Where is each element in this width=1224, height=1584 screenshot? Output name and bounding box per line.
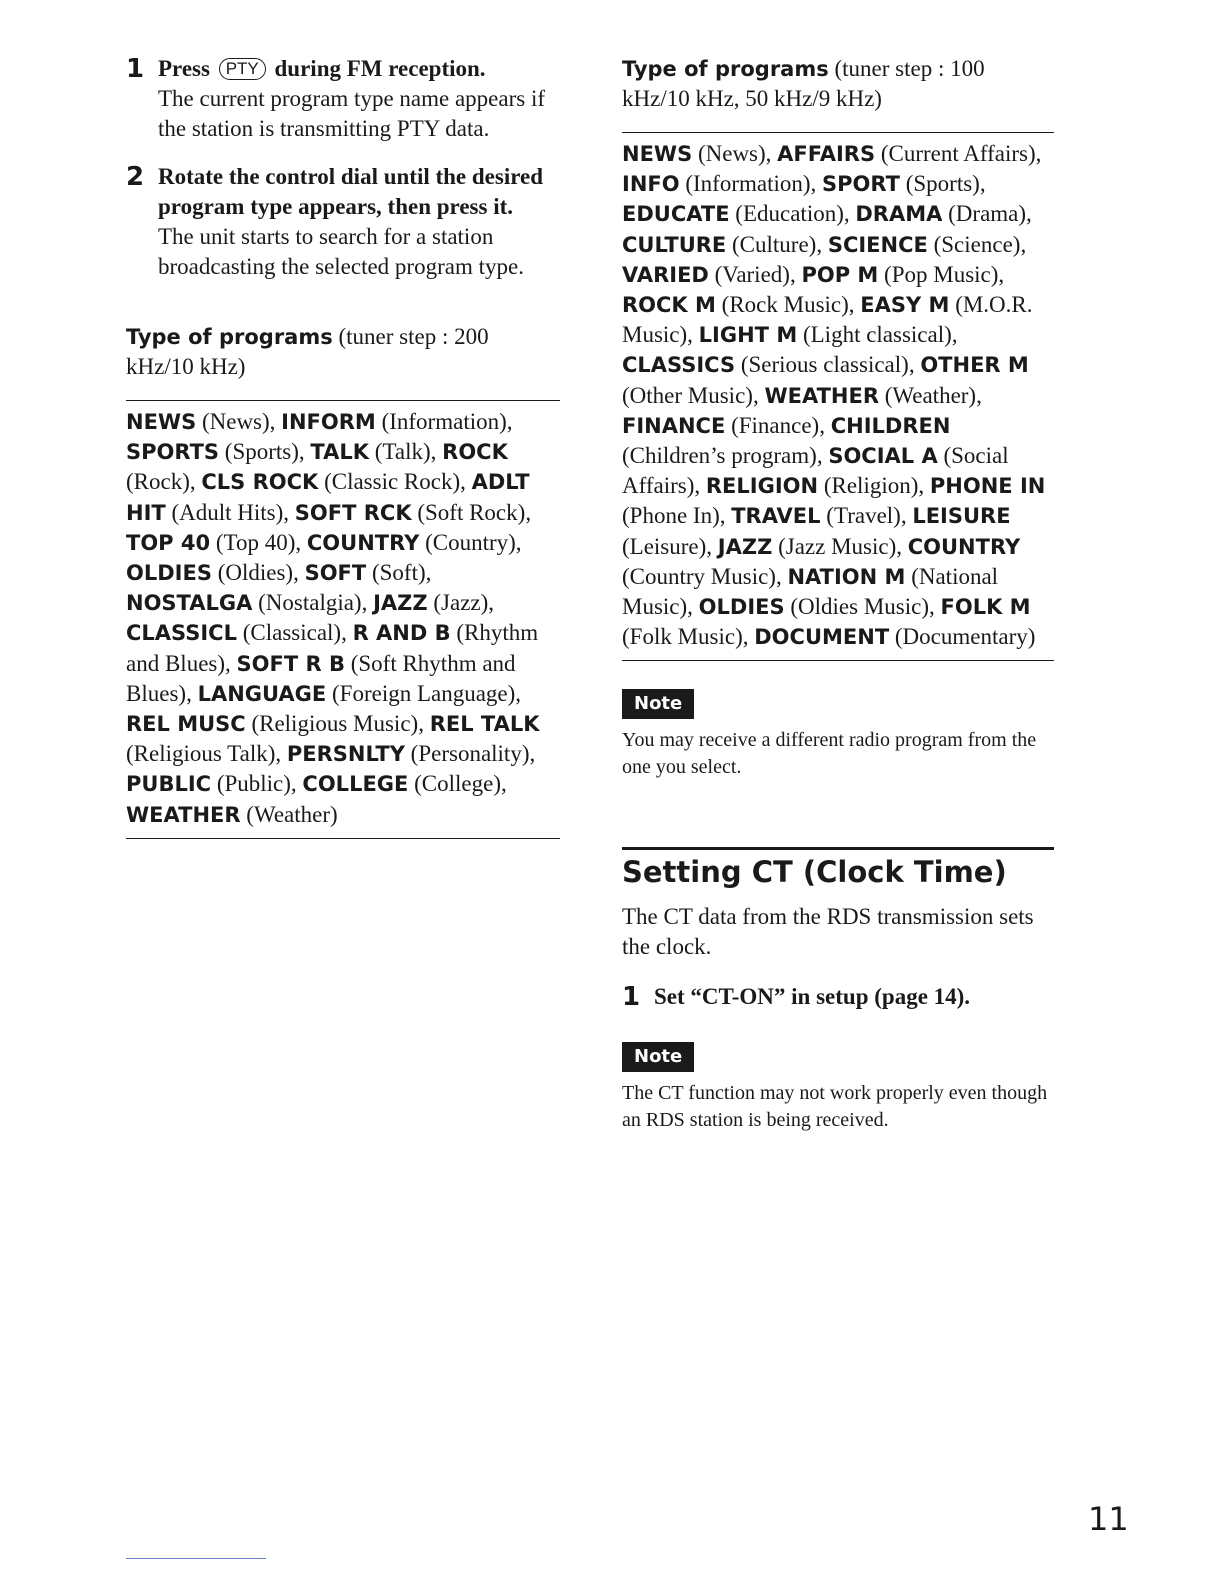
program-type-item <box>295 500 526 525</box>
program-type-code: PHONE IN <box>929 474 1046 499</box>
program-type-description: (Public) <box>216 771 291 797</box>
note-text: You may receive a different radio program from the one you select. <box>622 729 1037 779</box>
step-title: Rotate the control dial until the desired program type appears, then press it. <box>158 164 544 219</box>
program-type-item <box>281 409 507 434</box>
program-type-item <box>305 560 426 585</box>
program-type-code: NOSTALGA <box>126 591 253 616</box>
note-1 <box>622 689 1054 781</box>
program-type-item <box>126 439 299 464</box>
heading-normal: (tuner step : 200 kHz/10 kHz) <box>126 324 489 379</box>
program-type-description: (Classical) <box>242 620 342 646</box>
program-type-item <box>622 201 844 226</box>
program-types-heading-200khz <box>126 322 560 382</box>
program-type-item <box>622 141 766 166</box>
program-type-description: (National Music) <box>622 563 999 620</box>
program-type-code: NEWS <box>622 142 693 166</box>
program-type-code: INFORM <box>281 410 376 434</box>
heading-bold: Type of programs <box>126 325 333 349</box>
program-type-description: (Rock) <box>126 469 190 495</box>
program-type-item <box>201 469 460 494</box>
program-type-description: (Weather) <box>884 382 977 408</box>
program-type-description: (Culture) <box>732 231 817 257</box>
step-number: 1 <box>126 54 145 84</box>
program-type-description: (Travel) <box>826 503 901 529</box>
program-type-code: LIGHT M <box>698 323 798 348</box>
program-type-description: (Leisure) <box>622 533 707 559</box>
program-type-code: SPORTS <box>126 440 220 465</box>
program-type-code: CLASSICS <box>622 353 736 378</box>
step-2-rotate-dial <box>126 162 560 282</box>
step-1-press-pty <box>126 54 560 144</box>
program-type-item <box>126 560 293 585</box>
program-type-code: SCIENCE <box>827 232 928 257</box>
program-type-code: PERSNLTY <box>286 742 405 767</box>
program-type-code: SPORT <box>822 172 900 197</box>
step-title-before: Press <box>158 56 210 81</box>
program-type-item <box>307 530 516 555</box>
program-type-code: REL TALK <box>429 712 540 737</box>
program-type-code: TALK <box>310 440 370 465</box>
section-title: Setting CT (Clock Time) <box>622 855 1007 890</box>
step-title: Set “CT-ON” in setup (page 14). <box>654 984 971 1010</box>
program-type-item <box>622 413 819 438</box>
program-type-description: (Religion) <box>823 473 919 499</box>
program-type-item <box>731 503 901 528</box>
program-type-code: TOP 40 <box>126 530 211 555</box>
page-number: 11 <box>1088 1500 1129 1538</box>
program-type-code: SOFT RCK <box>294 500 412 525</box>
program-type-description: (Rhythm and Blues) <box>126 620 539 676</box>
program-type-item <box>126 620 341 645</box>
program-type-description: (Light classical) <box>802 322 952 348</box>
program-type-item <box>822 171 980 196</box>
program-type-item <box>801 262 998 287</box>
note-2 <box>622 1042 1054 1134</box>
program-type-item <box>126 530 295 555</box>
program-type-description: (Talk) <box>374 439 431 465</box>
program-type-item <box>828 232 1021 257</box>
program-type-description: (Sports) <box>905 171 980 197</box>
program-type-code: LEISURE <box>912 504 1011 529</box>
program-type-description: (Finance) <box>731 412 820 438</box>
program-type-description: (Oldies Music) <box>790 594 929 620</box>
program-type-code: FINANCE <box>622 413 726 438</box>
program-type-code: JAZZ <box>717 534 773 559</box>
program-type-description: (News) <box>697 141 766 166</box>
program-type-description: (Phone In) <box>622 503 720 529</box>
program-type-description: (Children’s program) <box>622 443 817 469</box>
program-type-description: (Social Affairs) <box>622 443 1009 499</box>
program-type-code: OLDIES <box>698 595 785 620</box>
step-title-after: during FM reception. <box>274 56 486 81</box>
program-type-description: (Top 40) <box>215 529 296 555</box>
program-type-description: (Documentary) <box>894 624 1036 650</box>
program-type-description: (Current Affairs) <box>880 141 1036 166</box>
program-type-description: (Classic Rock) <box>324 469 461 495</box>
program-type-code: R AND B <box>352 621 451 646</box>
program-type-description: (Foreign Language) <box>332 680 516 706</box>
program-type-list-100khz: NEWS (News), AFFAIRS (Current Affairs), INFO (Information), SPORT (Sports), EDUCATE (Education), DRAMA (Drama), CULTURE (Culture), SCIENCE (Science), VARIED (Varied), POP M (Pop Music), ROCK M (Rock Music), EASY M (M.O.R. Music), LIGHT M (Light classical), CLASSICS (Serious classical), OTHER M (Other Music), WEATHER (Weather), FINANCE (Finance), CHILDREN (Children’s program), SOCIAL A (Social Affairs), RELIGION (Religion), PHONE IN (Phone In), TRAVEL (Travel), LEISURE (Leisure), JAZZ (Jazz Music), COUNTRY (Country Music), NATION M (National Music), OLDIES (Oldies Music), FOLK M (Folk Music), DOCUMENT (Documentary) <box>622 132 1054 661</box>
program-type-code: JAZZ <box>373 591 428 616</box>
program-type-item <box>287 741 530 766</box>
program-type-code: ROCK M <box>622 293 716 318</box>
program-type-item <box>699 322 952 347</box>
program-type-code: COUNTRY <box>907 534 1021 559</box>
program-type-description: (Soft Rhythm and Blues) <box>126 650 516 706</box>
program-type-description: (Education) <box>735 201 844 227</box>
program-type-code: POP M <box>801 262 879 287</box>
program-type-description: (Oldies) <box>217 560 294 586</box>
program-type-description: (Pop Music) <box>884 261 999 287</box>
program-type-description: (Nostalgia) <box>258 590 362 616</box>
program-type-item <box>126 711 418 736</box>
program-type-description: (Adult Hits) <box>171 499 284 525</box>
program-type-description: (Drama) <box>948 201 1027 227</box>
program-type-description: (Information) <box>381 409 507 434</box>
program-type-description: (News) <box>201 409 270 434</box>
pty-button-icon: PTY <box>219 58 266 80</box>
program-type-description: (Other Music) <box>622 382 753 408</box>
program-type-code: CHILDREN <box>830 413 951 438</box>
program-type-code: COLLEGE <box>302 772 409 797</box>
program-type-description: (Information) <box>685 171 811 197</box>
program-type-item <box>622 262 790 287</box>
program-type-code: WEATHER <box>764 383 879 408</box>
heading-bold: Type of programs <box>622 57 829 81</box>
program-type-code: NEWS <box>126 410 197 434</box>
program-type-code: EDUCATE <box>622 202 730 227</box>
program-type-description: (Personality) <box>410 741 530 767</box>
program-type-description: (Religious Music) <box>251 711 419 737</box>
program-type-item <box>622 352 909 377</box>
program-type-item <box>302 771 501 796</box>
step-body: The current program type name appears if the station is transmitting PTY data. <box>158 86 545 141</box>
program-type-description: (Religious Talk) <box>126 741 276 767</box>
program-type-item <box>373 590 488 615</box>
program-type-item <box>777 141 1035 166</box>
program-type-item <box>126 590 362 615</box>
program-type-item <box>622 171 811 196</box>
program-type-description: (Sports) <box>224 439 299 465</box>
program-type-item <box>622 232 816 257</box>
program-type-code: PUBLIC <box>126 772 212 797</box>
section-body: The CT data from the RDS transmission sets the clock. <box>622 904 1034 960</box>
footer-rule <box>126 1558 266 1559</box>
program-type-item <box>126 802 338 827</box>
note-badge: Note <box>622 1042 694 1072</box>
program-type-item <box>754 624 1035 649</box>
program-type-code: SOFT <box>304 561 367 586</box>
program-type-description: (Soft Rock) <box>417 499 526 525</box>
program-type-code: LANGUAGE <box>197 681 327 706</box>
program-type-code: EASY M <box>860 293 950 318</box>
program-type-code: OLDIES <box>126 561 212 586</box>
step-title <box>158 54 560 84</box>
program-type-description: (Jazz Music) <box>778 533 897 559</box>
program-type-code: TRAVEL <box>731 504 821 529</box>
program-type-description: (Serious classical) <box>740 352 909 378</box>
program-type-description: (College) <box>414 771 501 797</box>
program-type-code: INFO <box>622 172 680 197</box>
program-type-code: WEATHER <box>126 802 241 827</box>
program-type-code: AFFAIRS <box>777 142 876 166</box>
program-type-item <box>699 594 929 619</box>
program-type-item <box>310 439 430 464</box>
program-type-description: (Rock Music) <box>721 292 849 318</box>
program-type-code: ROCK <box>442 440 508 465</box>
program-type-code: SOFT R B <box>236 651 345 676</box>
program-type-code: CLASSICL <box>126 621 237 646</box>
program-type-code: ADLT HIT <box>126 470 530 525</box>
program-type-item <box>622 292 849 317</box>
program-type-description: (Country) <box>425 529 516 555</box>
ct-step-1 <box>622 982 1054 1012</box>
program-type-code: OTHER M <box>920 353 1029 378</box>
program-type-item <box>198 681 516 706</box>
program-type-code: NATION M <box>787 564 906 589</box>
program-type-item <box>126 771 291 796</box>
program-type-description: (Folk Music) <box>622 624 743 650</box>
program-type-description: (Country Music) <box>622 563 776 589</box>
program-type-item <box>764 383 976 408</box>
program-type-code: RELIGION <box>705 474 819 499</box>
program-type-description: (Weather) <box>246 801 338 827</box>
right-column <box>622 0 1054 1134</box>
program-type-code: CLS ROCK <box>201 470 319 495</box>
program-types-heading-100khz <box>622 54 1054 114</box>
program-type-description: (Soft) <box>371 560 426 586</box>
step-number: 1 <box>622 982 641 1013</box>
note-badge: Note <box>622 689 694 719</box>
program-type-code: REL MUSC <box>126 712 246 737</box>
program-type-description: (Science) <box>933 231 1021 257</box>
left-column <box>126 0 560 839</box>
program-type-item <box>855 201 1026 226</box>
program-type-code: VARIED <box>622 262 709 287</box>
program-type-description: (M.O.R. Music) <box>622 292 1033 348</box>
program-type-item <box>706 473 919 498</box>
program-type-list-200khz: NEWS (News), INFORM (Information), SPORTS (Sports), TALK (Talk), ROCK (Rock), CLS ROCK (Classic Rock), ADLT HIT (Adult Hits), SOFT RCK (Soft Rock), TOP 40 (Top 40), COUNTRY (Country), OLDIES (Oldies), SOFT (Soft), NOSTALGA (Nostalgia), JAZZ (Jazz), CLASSICL (Classical), R AND B (Rhythm and Blues), SOFT R B (Soft Rhythm and Blues), LANGUAGE (Foreign Language), REL MUSC (Religious Music), REL TALK (Religious Talk), PERSNLTY (Personality), PUBLIC (Public), COLLEGE (College), WEATHER (Weather) <box>126 400 560 839</box>
program-type-item <box>718 534 896 559</box>
program-type-description: (Varied) <box>714 261 790 287</box>
program-type-code: COUNTRY <box>306 530 420 555</box>
program-type-code: FOLK M <box>940 595 1031 620</box>
step-number: 2 <box>126 162 145 192</box>
program-type-code: CULTURE <box>622 232 727 257</box>
section-divider <box>622 847 1054 850</box>
program-type-code: SOCIAL A <box>828 444 938 469</box>
step-body: The unit starts to search for a station broadcasting the selected program type. <box>158 224 524 279</box>
program-type-item <box>126 409 270 434</box>
note-text: The CT function may not work properly even though an RDS station is being received. <box>622 1082 1048 1132</box>
program-type-code: DOCUMENT <box>754 625 890 650</box>
program-type-code: DRAMA <box>855 202 943 227</box>
heading-normal: (tuner step : 100 kHz/10 kHz, 50 kHz/9 kHz) <box>622 56 985 111</box>
program-type-description: (Jazz) <box>433 590 489 616</box>
